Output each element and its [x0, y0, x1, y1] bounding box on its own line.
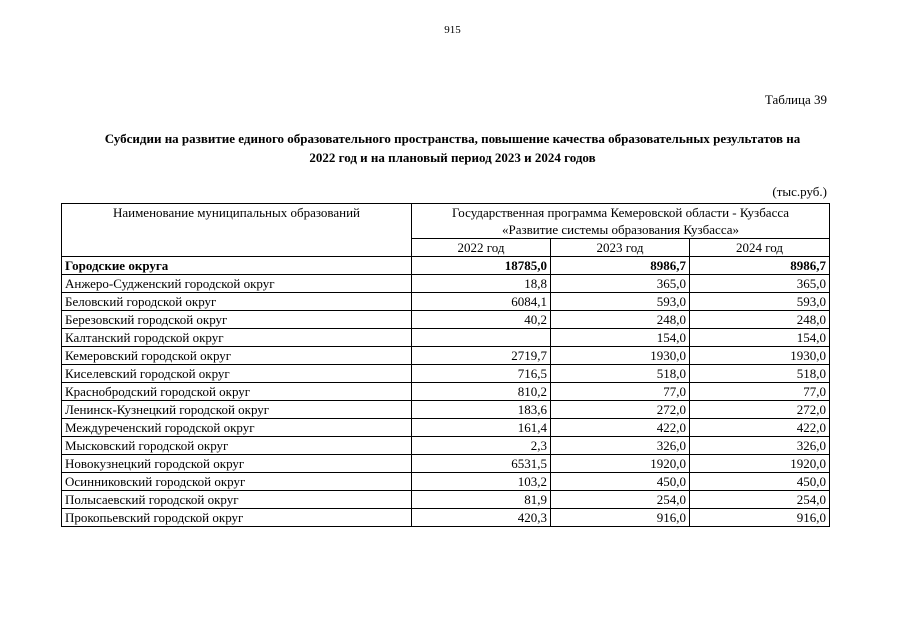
table-row: [62, 347, 830, 365]
row-value-2022: 81,9: [412, 491, 551, 509]
row-value-2023: 422,0: [551, 419, 690, 437]
row-value-2024: 77,0: [690, 383, 830, 401]
row-value-2023: 326,0: [551, 437, 690, 455]
row-value-2023: 254,0: [551, 491, 690, 509]
title-line-2: 2022 год и на плановый период 2023 и 2024 годов: [309, 150, 596, 165]
row-value-2024: 8986,7: [690, 257, 830, 275]
table-row: [62, 383, 830, 401]
row-name: Ленинск-Кузнецкий городской округ: [62, 401, 412, 419]
row-value-2022: 18785,0: [412, 257, 551, 275]
row-value-2024: 154,0: [690, 329, 830, 347]
row-value-2023: 154,0: [551, 329, 690, 347]
table-row: [62, 365, 830, 383]
row-value-2023: 248,0: [551, 311, 690, 329]
header-year-2024: 2024 год: [690, 239, 830, 257]
row-value-2024: 518,0: [690, 365, 830, 383]
row-value-2024: 326,0: [690, 437, 830, 455]
title-line-1: Субсидии на развитие единого образовательного пространства, повышение качества образовательных результатов на: [104, 131, 801, 146]
row-value-2024: 593,0: [690, 293, 830, 311]
row-value-2023: 1930,0: [551, 347, 690, 365]
row-name: Прокопьевский городской округ: [62, 509, 412, 527]
row-name: Беловский городской округ: [62, 293, 412, 311]
table-row: [62, 473, 830, 491]
table-row: [62, 437, 830, 455]
units-label: (тыс.руб.): [772, 184, 827, 199]
row-value-2023: 8986,7: [551, 257, 690, 275]
row-value-2022: 183,6: [412, 401, 551, 419]
document-title: [60, 129, 845, 167]
header-program-line-1: Государственная программа Кемеровской области - Кузбасса: [451, 205, 790, 220]
row-value-2024: 272,0: [690, 401, 830, 419]
subsidy-table: [61, 203, 830, 527]
row-value-2024: 365,0: [690, 275, 830, 293]
table-row: [62, 401, 830, 419]
row-value-2023: 272,0: [551, 401, 690, 419]
row-value-2022: [412, 329, 551, 347]
row-value-2022: 161,4: [412, 419, 551, 437]
row-name: Калтанский городской округ: [62, 329, 412, 347]
table-row: [62, 275, 830, 293]
row-value-2022: 420,3: [412, 509, 551, 527]
row-value-2022: 6531,5: [412, 455, 551, 473]
row-value-2022: 2,3: [412, 437, 551, 455]
header-year-2023: 2023 год: [551, 239, 690, 257]
header-program-line-2: «Развитие системы образования Кузбасса»: [501, 222, 740, 237]
row-value-2022: 103,2: [412, 473, 551, 491]
table-row: [62, 311, 830, 329]
table-row: [62, 293, 830, 311]
table-row: [62, 419, 830, 437]
row-name: Мысковский городской округ: [62, 437, 412, 455]
row-name: Полысаевский городской округ: [62, 491, 412, 509]
row-value-2023: 916,0: [551, 509, 690, 527]
row-value-2023: 1920,0: [551, 455, 690, 473]
row-value-2024: 1930,0: [690, 347, 830, 365]
row-value-2024: 450,0: [690, 473, 830, 491]
row-value-2022: 716,5: [412, 365, 551, 383]
row-name: Березовский городской округ: [62, 311, 412, 329]
row-value-2022: 6084,1: [412, 293, 551, 311]
page-number: 915: [444, 24, 461, 36]
header-municipality: Наименование муниципальных образований: [62, 204, 412, 257]
row-value-2023: 518,0: [551, 365, 690, 383]
row-value-2023: 365,0: [551, 275, 690, 293]
row-value-2023: 593,0: [551, 293, 690, 311]
row-name: Междуреченский городской округ: [62, 419, 412, 437]
row-value-2022: 40,2: [412, 311, 551, 329]
table-row: [62, 509, 830, 527]
row-value-2022: 18,8: [412, 275, 551, 293]
row-name: Городские округа: [62, 257, 412, 275]
header-program: [412, 204, 830, 239]
row-value-2024: 1920,0: [690, 455, 830, 473]
row-value-2024: 248,0: [690, 311, 830, 329]
table-row: [62, 491, 830, 509]
row-value-2024: 916,0: [690, 509, 830, 527]
row-name: Новокузнецкий городской округ: [62, 455, 412, 473]
row-value-2024: 254,0: [690, 491, 830, 509]
row-name: Краснобродский городской округ: [62, 383, 412, 401]
row-name: Анжеро-Судженский городской округ: [62, 275, 412, 293]
row-name: Киселевский городской округ: [62, 365, 412, 383]
table-label: Таблица 39: [764, 92, 827, 107]
table-row-group-total: [62, 257, 830, 275]
row-name: Осинниковский городской округ: [62, 473, 412, 491]
row-value-2022: 810,2: [412, 383, 551, 401]
header-year-2022: 2022 год: [412, 239, 551, 257]
row-value-2024: 422,0: [690, 419, 830, 437]
row-value-2023: 450,0: [551, 473, 690, 491]
row-value-2023: 77,0: [551, 383, 690, 401]
table-row: [62, 455, 830, 473]
row-name: Кемеровский городской округ: [62, 347, 412, 365]
row-value-2022: 2719,7: [412, 347, 551, 365]
table-row: [62, 329, 830, 347]
